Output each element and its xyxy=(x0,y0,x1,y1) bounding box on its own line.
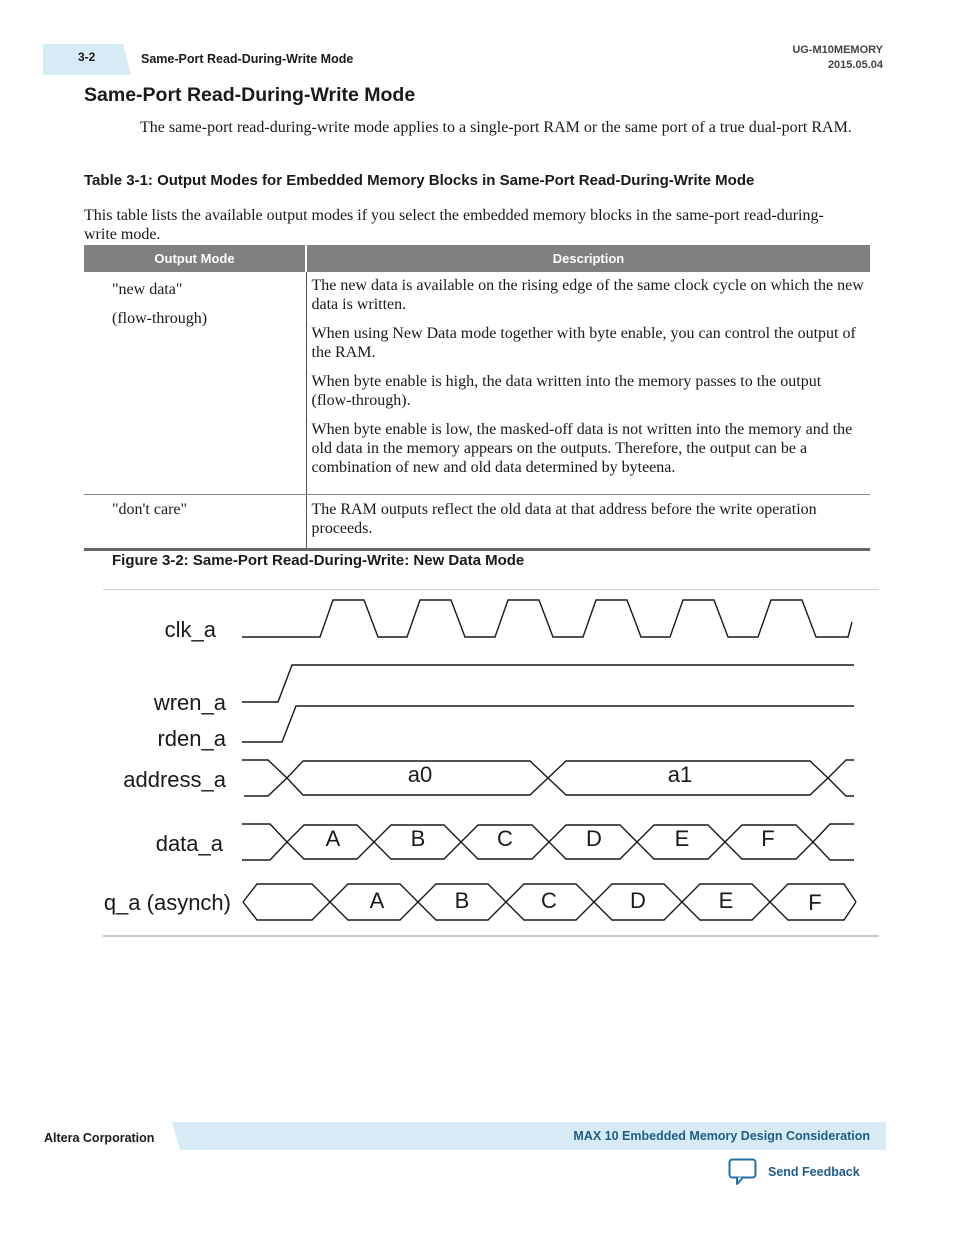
footer-doc-title[interactable]: MAX 10 Embedded Memory Design Consideration xyxy=(573,1129,870,1143)
data-value: B xyxy=(410,826,426,851)
q-value: B xyxy=(454,888,470,913)
feedback-speech-bubble-icon xyxy=(728,1158,758,1186)
table-caption: Table 3-1: Output Modes for Embedded Memory Blocks in Same-Port Read-During-Write Mode xyxy=(84,172,755,189)
table-header-row xyxy=(84,245,870,272)
document-code: UG-M10MEMORY xyxy=(792,44,883,56)
send-feedback-link[interactable] xyxy=(728,1158,860,1186)
signal-label: rden_a xyxy=(157,726,226,751)
column-header-description: Description xyxy=(306,245,870,272)
signal-label: data_a xyxy=(155,831,223,856)
intro-paragraph: The same-port read-during-write mode applies to a single-port RAM or the same port of a true dual-port RAM. xyxy=(140,119,852,136)
description-paragraph: When using New Data mode together with byte enable, you can control the output of the RAM. xyxy=(311,325,856,361)
footer-company: Altera Corporation xyxy=(44,1131,155,1145)
table-row xyxy=(84,495,870,550)
data-value: F xyxy=(761,826,775,851)
q-value: D xyxy=(630,888,646,913)
description-paragraph: When byte enable is high, the data written into the memory passes to the output (flow-through). xyxy=(311,373,822,409)
figure-caption: Figure 3-2: Same-Port Read-During-Write: New Data Mode xyxy=(112,552,525,569)
q-value: E xyxy=(718,888,734,913)
description-paragraph: The new data is available on the rising edge of the same clock cycle on which the new data is written. xyxy=(311,277,864,313)
data-value: D xyxy=(586,826,602,851)
data-value: C xyxy=(497,826,513,851)
mode-cell xyxy=(84,495,306,550)
address-value: a0 xyxy=(407,762,433,787)
description-cell xyxy=(306,272,870,495)
mode-name: "new data" xyxy=(112,281,183,298)
description-paragraph: When byte enable is low, the masked-off data is not written into the memory and the old data in the memory appears on the outputs. Therefore, the output can be a combination of new and old data determined by byteena. xyxy=(311,421,853,476)
description-cell xyxy=(306,495,870,550)
send-feedback-label[interactable]: Send Feedback xyxy=(768,1165,860,1179)
description-paragraph: The RAM outputs reflect the old data at that address before the write operation proceeds. xyxy=(311,501,817,537)
q-value: F xyxy=(808,890,822,915)
data-value: A xyxy=(325,826,341,851)
mode-cell xyxy=(84,272,306,495)
address-bus xyxy=(242,760,854,796)
signal-label: clk_a xyxy=(164,617,216,642)
q-value: A xyxy=(369,888,385,913)
address-value: a1 xyxy=(667,762,693,787)
table-description: This table lists the available output modes if you select the embedded memory blocks in the same-port read-during-write mode. xyxy=(84,207,824,243)
data-value: E xyxy=(674,826,690,851)
page-number: 3-2 xyxy=(78,50,96,64)
signal-label: q_a (asynch) xyxy=(103,890,231,915)
q-value: C xyxy=(541,888,557,913)
table-row xyxy=(84,272,870,495)
signal-label: address_a xyxy=(123,767,226,792)
column-header-output-mode: Output Mode xyxy=(84,245,306,272)
output-modes-table xyxy=(84,245,870,551)
mode-subtitle: (flow-through) xyxy=(112,310,208,327)
document-id xyxy=(792,43,883,73)
document-date: 2015.05.04 xyxy=(827,59,883,71)
running-header-title: Same-Port Read-During-Write Mode xyxy=(141,52,354,66)
figure-bottom-rule xyxy=(103,935,879,937)
signal-label: wren_a xyxy=(153,690,226,715)
wren-waveform xyxy=(242,665,854,702)
section-heading: Same-Port Read-During-Write Mode xyxy=(84,84,416,106)
rden-waveform xyxy=(242,706,854,742)
clk-waveform xyxy=(242,600,852,637)
mode-name: "don't care" xyxy=(112,501,188,518)
timing-diagram xyxy=(0,590,954,935)
